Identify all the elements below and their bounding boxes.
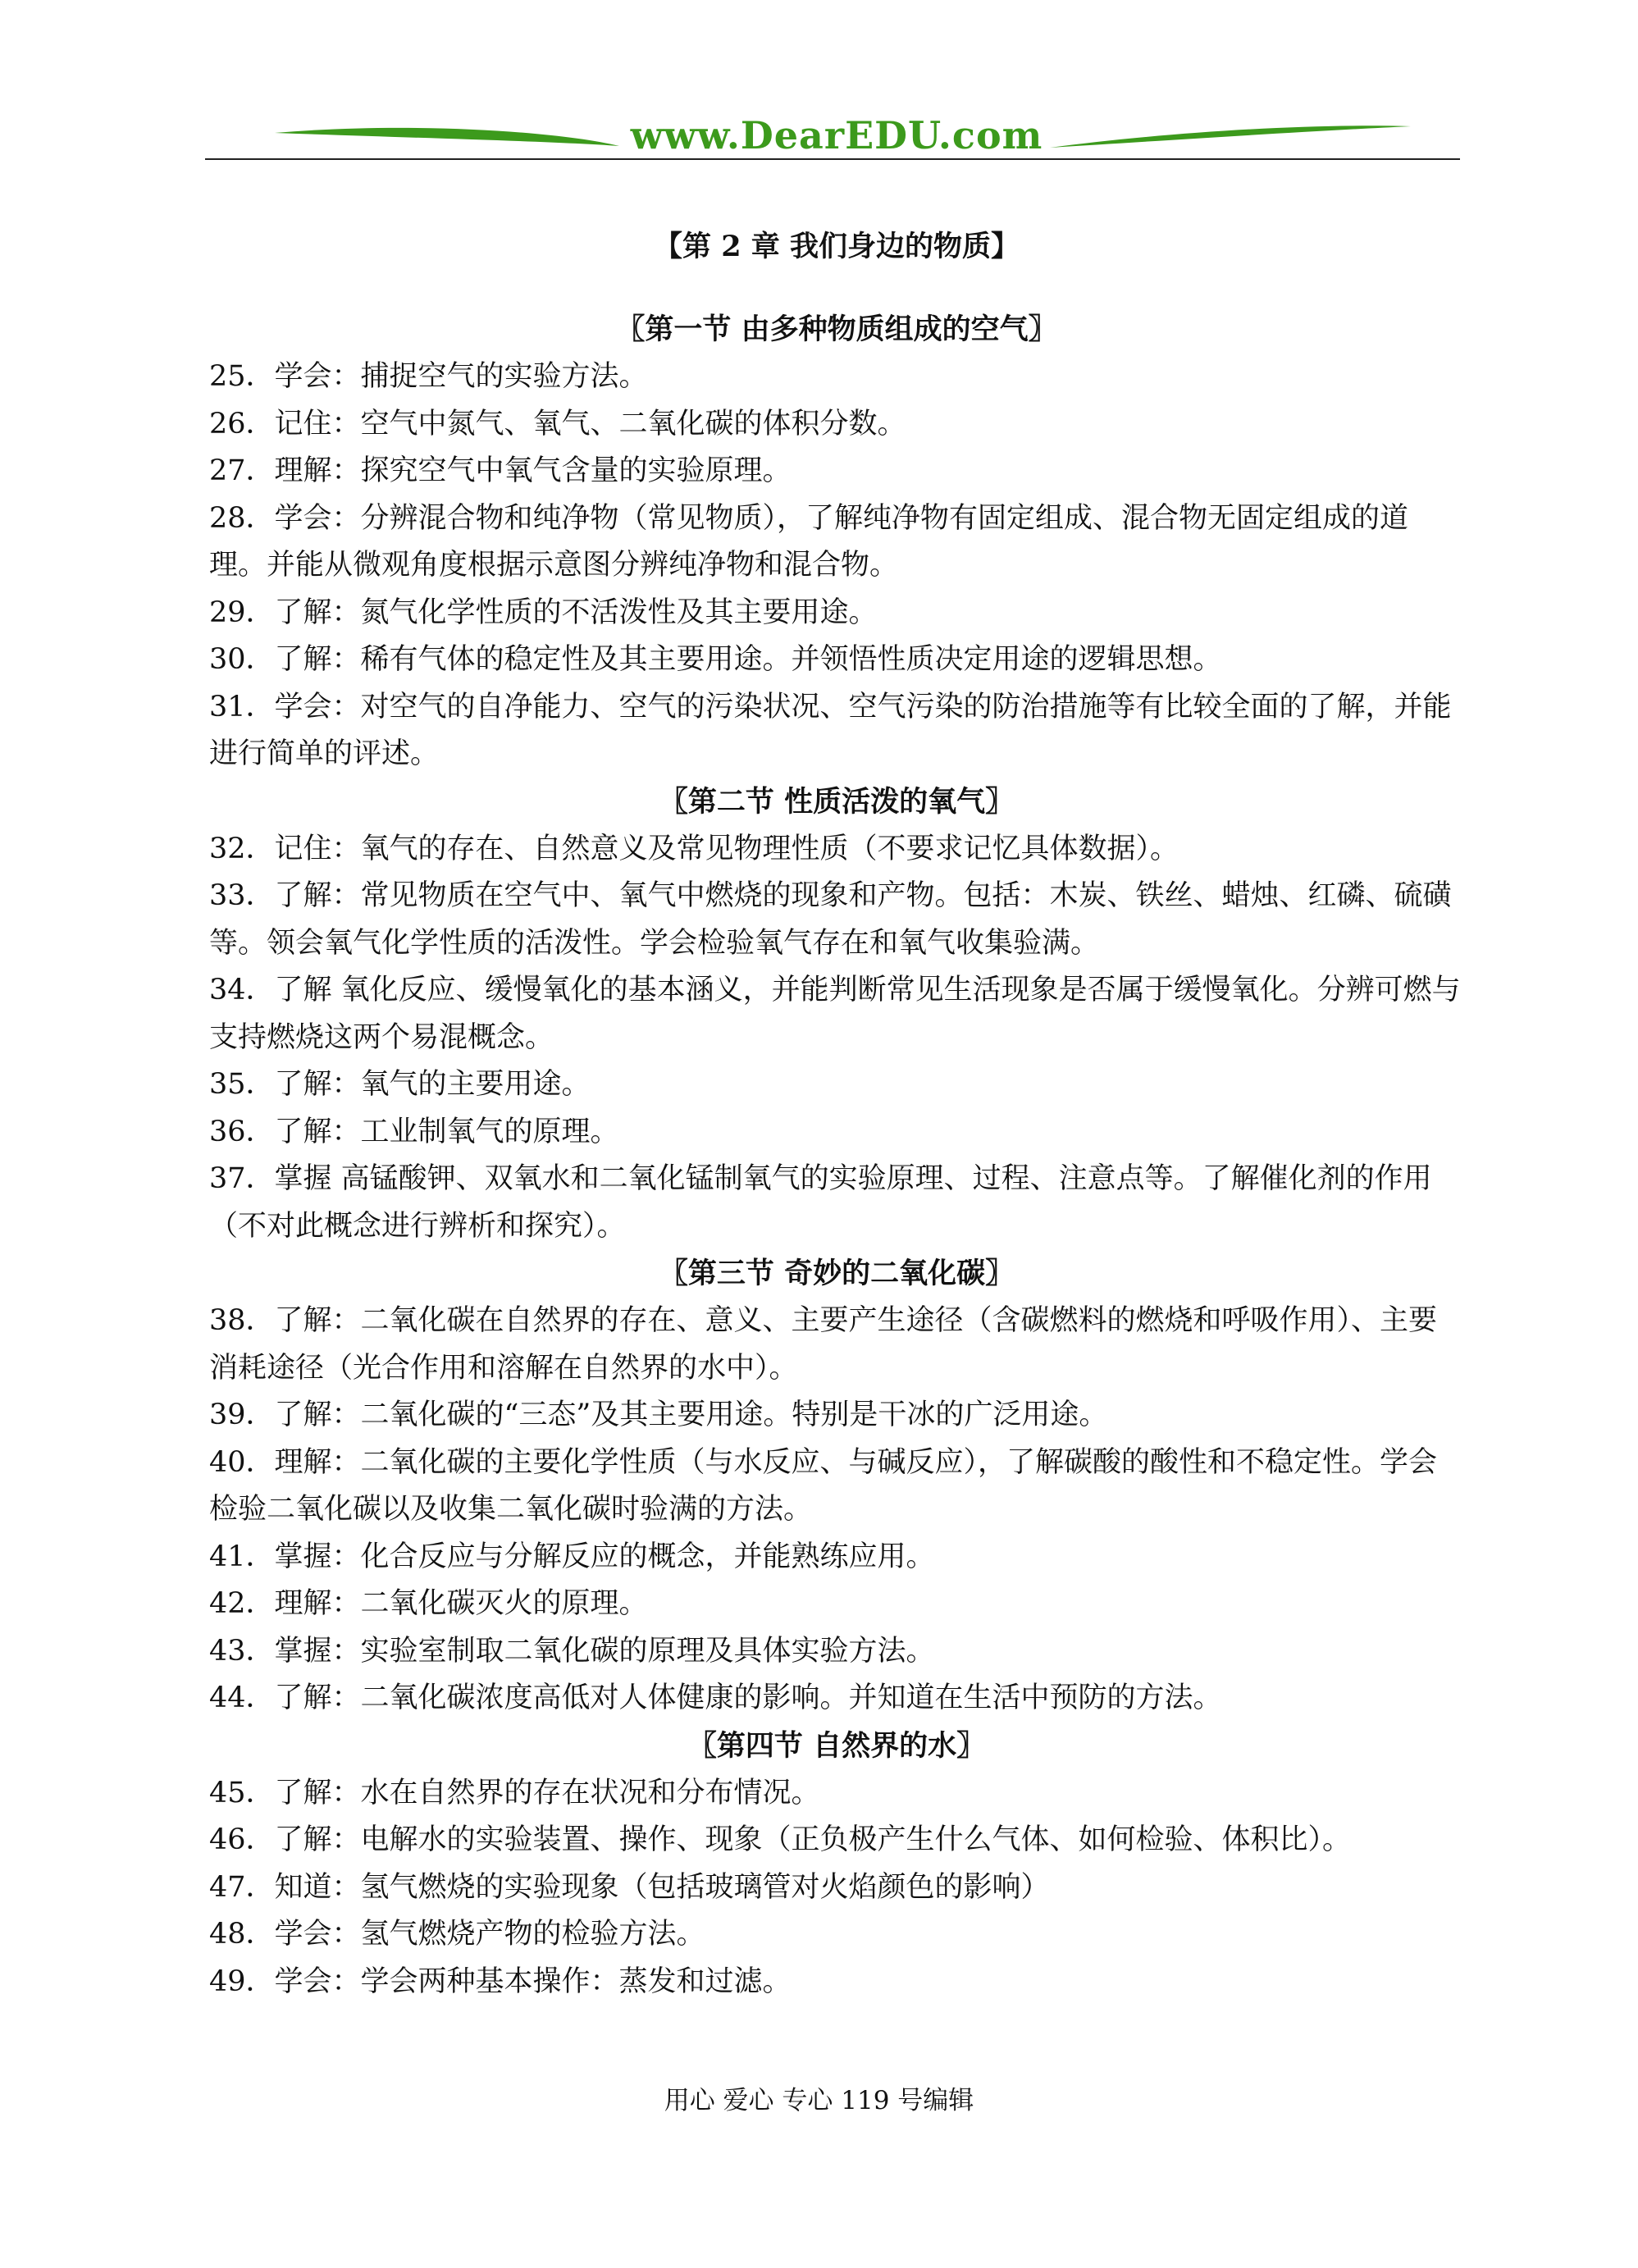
list-item: 26．记住：空气中氮气、氧气、二氧化碳的体积分数。 <box>209 407 906 440</box>
list-item: 27．理解：探究空气中氧气含量的实验原理。 <box>209 454 792 487</box>
site-header <box>205 107 1460 164</box>
list-item: 46．了解：电解水的实验装置、操作、现象（正负极产生什么气体、如何检验、体积比）。 <box>209 1823 1352 1856</box>
section-2 <box>209 778 1464 1251</box>
list-item: 31．学会：对空气的自净能力、空气的污染状况、空气污染的防治措施等有比较全面的了解，并能进行简单的评述。 <box>209 690 1452 770</box>
list-item: 37．掌握 高锰酸钾、双氧水和二氧化锰制氧气的实验原理、过程、注意点等。了解催化剂的作用（不对此概念进行辨析和探究）。 <box>209 1162 1432 1243</box>
list-item: 39．了解：二氧化碳的“三态”及其主要用途。特别是干冰的广泛用途。 <box>209 1399 1108 1431</box>
list-item: 41．掌握：化合反应与分解反应的概念，并能熟练应用。 <box>209 1540 935 1573</box>
list-item: 36．了解：工业制氧气的原理。 <box>209 1115 619 1148</box>
section-title: 〖第一节 由多种物质组成的空气〗 <box>616 313 1057 346</box>
list-item: 48．学会：氢气燃烧产物的检验方法。 <box>209 1918 705 1951</box>
list-item: 44．了解：二氧化碳浓度高低对人体健康的影响。并知道在生活中预防的方法。 <box>209 1682 1222 1714</box>
page-footer: 用心 爱心 专心 119 号编辑 <box>664 2086 974 2115</box>
section-4 <box>209 1723 1464 2006</box>
list-item: 30．了解：稀有气体的稳定性及其主要用途。并领悟性质决定用途的逻辑思想。 <box>209 643 1222 676</box>
list-item: 33．了解：常见物质在空气中、氧气中燃烧的现象和产物。包括：木炭、铁丝、蜡烛、红磷、硫磺等。领会氧气化学性质的活泼性。学会检验氧气存在和氧气收集验满。 <box>209 879 1452 960</box>
list-item: 29．了解：氮气化学性质的不活泼性及其主要用途。 <box>209 596 878 629</box>
list-item: 40．理解：二氧化碳的主要化学性质（与水反应、与碱反应），了解碳酸的酸性和不稳定性。学会检验二氧化碳以及收集二氧化碳时验满的方法。 <box>209 1445 1438 1526</box>
list-item: 47．知道：氢气燃烧的实验现象（包括玻璃管对火焰颜色的影响） <box>209 1870 1050 1904</box>
chapter-title: 【第 2 章 我们身边的物质】 <box>654 230 1020 263</box>
document-body <box>209 226 1464 2006</box>
section-title: 〖第三节 奇妙的二氧化碳〗 <box>659 1257 1015 1290</box>
list-item: 43．掌握：实验室制取二氧化碳的原理及具体实验方法。 <box>209 1634 935 1668</box>
header-divider <box>205 158 1460 160</box>
section-title: 〖第二节 性质活泼的氧气〗 <box>659 784 1015 819</box>
section-title: 〖第四节 自然界的水〗 <box>687 1728 986 1763</box>
list-item: 28．学会：分辨混合物和纯净物（常见物质），了解纯净物有固定组成、混合物无固定组成的道理。并能从微观角度根据示意图分辨纯净物和混合物。 <box>209 501 1409 582</box>
section-3 <box>209 1250 1464 1723</box>
section-1 <box>209 306 1464 778</box>
list-item: 42．理解：二氧化碳灭火的原理。 <box>209 1587 648 1620</box>
left-swoosh <box>275 128 619 146</box>
list-item: 45．了解：水在自然界的存在状况和分布情况。 <box>209 1776 820 1809</box>
list-item: 49．学会：学会两种基本操作：蒸发和过滤。 <box>209 1965 792 1998</box>
list-item: 25．学会：捕捉空气的实验方法。 <box>209 360 648 393</box>
list-item: 38．了解：二氧化碳在自然界的存在、意义、主要产生途径（含碳燃料的燃烧和呼吸作用）、主要消耗途径（光合作用和溶解在自然界的水中）。 <box>209 1304 1438 1385</box>
right-swoosh <box>1050 125 1411 148</box>
site-logo-text: www.DearEDU.com <box>630 113 1043 157</box>
list-item: 32．记住：氧气的存在、自然意义及常见物理性质（不要求记忆具体数据）。 <box>209 832 1179 865</box>
list-item: 34．了解 氧化反应、缓慢氧化的基本涵义，并能判断常见生活现象是否属于缓慢氧化。分辨可燃与支持燃烧这两个易混概念。 <box>209 974 1461 1054</box>
list-item: 35．了解：氧气的主要用途。 <box>209 1068 591 1101</box>
